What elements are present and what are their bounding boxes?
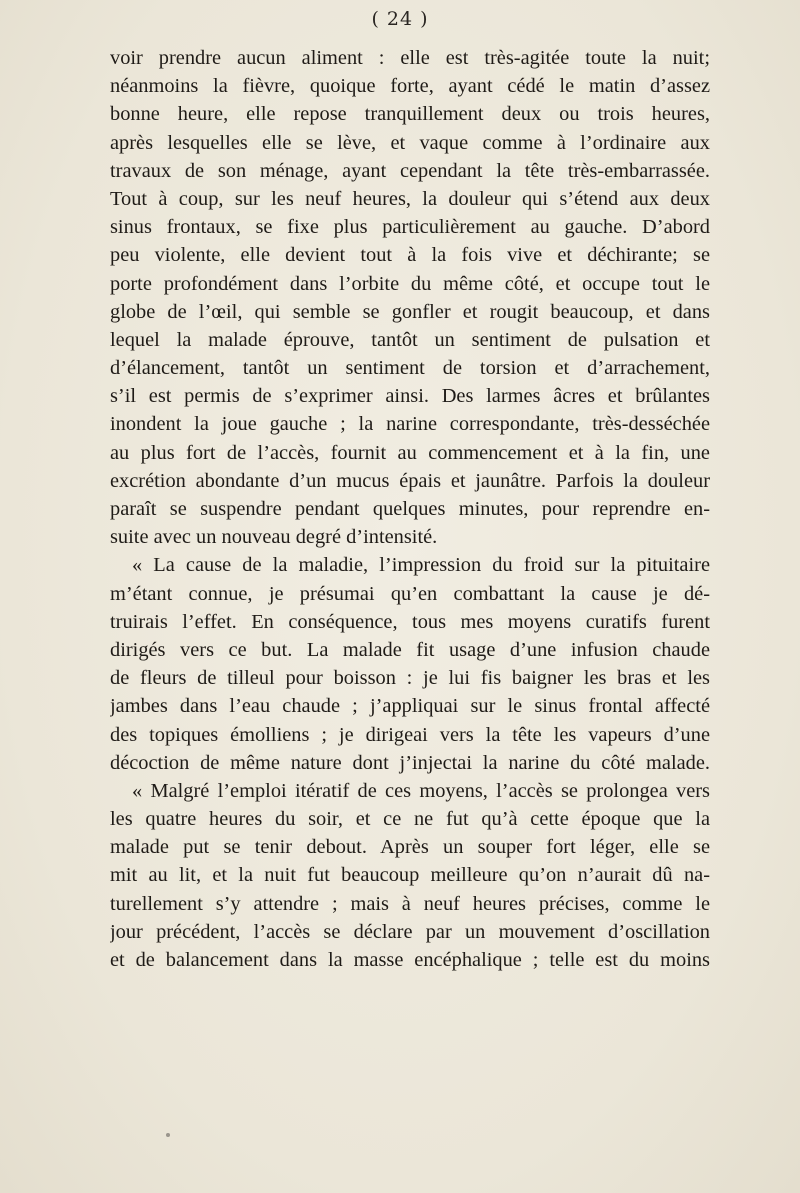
text-line: globe de l’œil, qui semble se gonfler et rougit beaucoup, et dans bbox=[110, 300, 710, 323]
paper-speck bbox=[166, 1133, 170, 1137]
text-line: peu violente, elle devient tout à la fois vive et déchirante; se bbox=[110, 244, 710, 267]
text-line: au plus fort de l’accès, fournit au commencement et à la fin, une bbox=[110, 441, 710, 464]
text-line: les quatre heures du soir, et ce ne fut qu’à cette époque que la bbox=[110, 808, 710, 831]
text-line: voir prendre aucun aliment : elle est très-agitée toute la nuit; bbox=[110, 47, 710, 69]
text-line: truirais l’effet. En conséquence, tous mes moyens curatifs furent bbox=[110, 610, 710, 633]
text-line: jour précédent, l’accès se déclare par un mouvement d’oscillation bbox=[110, 920, 710, 943]
text-line: néanmoins la fièvre, quoique forte, ayant cédé le matin d’assez bbox=[110, 75, 710, 98]
text-line: lequel la malade éprouve, tantôt un sentiment de pulsation et bbox=[110, 328, 710, 351]
paragraph-start-line: « La cause de la maladie, l’impression du froid sur la pituitaire bbox=[132, 554, 710, 577]
text-line: bonne heure, elle repose tranquillement deux ou trois heures, bbox=[110, 103, 710, 126]
text-line: sinus frontaux, se fixe plus particulièrement au gauche. D’abord bbox=[110, 216, 710, 239]
paragraph-end-line: suite avec un nouveau degré d’intensité. bbox=[110, 526, 438, 549]
text-line: travaux de son ménage, ayant cependant la tête très-embarrassée. bbox=[110, 159, 710, 182]
text-line: mit au lit, et la nuit fut beaucoup meilleure qu’on n’aurait dû na- bbox=[110, 864, 710, 887]
body-text bbox=[110, 44, 710, 974]
text-line: et de balancement dans la masse encéphalique ; telle est du moins bbox=[110, 949, 710, 971]
text-line: Tout à coup, sur les neuf heures, la douleur qui s’étend aux deux bbox=[110, 187, 710, 210]
text-line: m’étant connue, je présumai qu’en combattant la cause je dé- bbox=[110, 582, 710, 605]
text-line: paraît se suspendre pendant quelques minutes, pour reprendre en- bbox=[110, 498, 710, 520]
text-line: après lesquelles elle se lève, et vaque comme à l’ordinaire aux bbox=[110, 131, 710, 154]
paragraph-start-line: « Malgré l’emploi itératif de ces moyens, l’accès se prolongea vers bbox=[132, 779, 710, 802]
page-number: ( 24 ) bbox=[371, 8, 429, 30]
text-line: excrétion abondante d’un mucus épais et jaunâtre. Parfois la douleur bbox=[110, 469, 710, 492]
text-line: turellement s’y attendre ; mais à neuf heures précises, comme le bbox=[110, 892, 710, 915]
text-line: des topiques émolliens ; je dirigeai vers la tête les vapeurs d’une bbox=[110, 723, 710, 746]
text-line: dirigés vers ce but. La malade fit usage d’une infusion chaude bbox=[110, 638, 710, 661]
text-line: jambes dans l’eau chaude ; j’appliquai sur le sinus frontal affecté bbox=[110, 695, 710, 718]
text-line: porte profondément dans l’orbite du même côté, et occupe tout le bbox=[110, 272, 710, 295]
text-line: de fleurs de tilleul pour boisson : je lui fis baigner les bras et les bbox=[110, 667, 710, 690]
text-line: décoction de même nature dont j’injectai la narine du côté malade. bbox=[110, 751, 710, 774]
text-line: inondent la joue gauche ; la narine correspondante, très-desséchée bbox=[110, 413, 710, 436]
text-line: s’il est permis de s’exprimer ainsi. Des larmes âcres et brûlantes bbox=[110, 385, 710, 408]
text-line: malade put se tenir debout. Après un souper fort léger, elle se bbox=[110, 836, 710, 859]
text-line: d’élancement, tantôt un sentiment de torsion et d’arrachement, bbox=[110, 357, 710, 380]
